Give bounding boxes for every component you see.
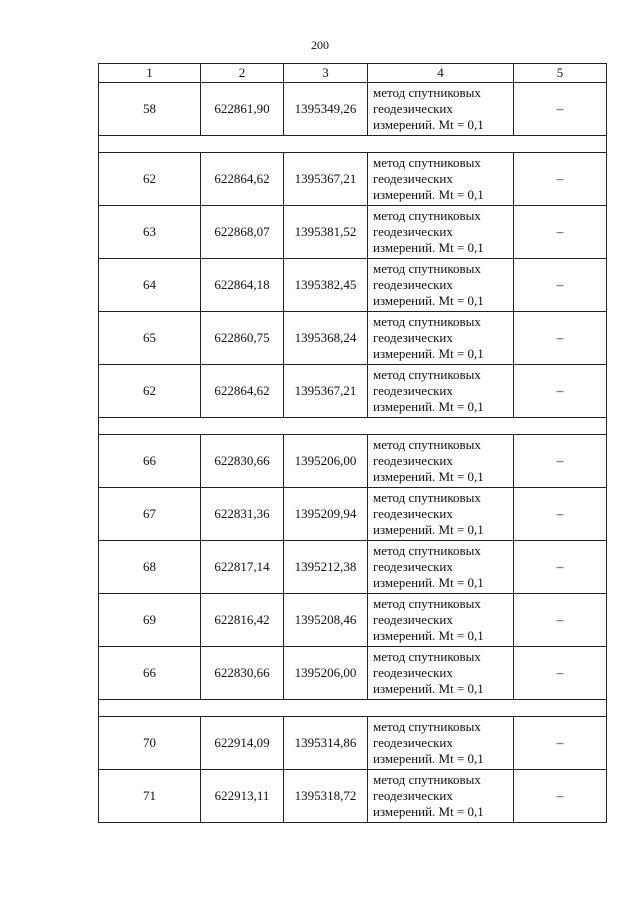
table-row xyxy=(99,312,607,365)
point-number-cell: 64 xyxy=(99,259,201,312)
x-coordinate-cell: 622864,18 xyxy=(201,259,284,312)
table-row xyxy=(99,83,607,136)
separator-cell xyxy=(99,700,607,717)
method-text-line: геодезических xyxy=(373,735,453,750)
note-cell: – xyxy=(514,312,607,365)
y-coordinate-cell: 1395318,72 xyxy=(284,770,368,823)
point-number-cell: 65 xyxy=(99,312,201,365)
point-number-cell: 70 xyxy=(99,717,201,770)
y-coordinate-cell: 1395208,46 xyxy=(284,594,368,647)
method-cell xyxy=(368,365,514,418)
note-cell: – xyxy=(514,647,607,700)
method-text-line: измерений. Mt = 0,1 xyxy=(373,681,484,696)
point-number-cell: 71 xyxy=(99,770,201,823)
method-text-line: метод спутниковых xyxy=(373,719,481,734)
column-header: 3 xyxy=(284,64,368,83)
y-coordinate-cell: 1395314,86 xyxy=(284,717,368,770)
method-text-line: геодезических xyxy=(373,453,453,468)
method-text-line: измерений. Mt = 0,1 xyxy=(373,522,484,537)
method-text-line: геодезических xyxy=(373,559,453,574)
point-number-cell: 62 xyxy=(99,153,201,206)
table-row xyxy=(99,365,607,418)
separator-cell xyxy=(99,418,607,435)
x-coordinate-cell: 622830,66 xyxy=(201,647,284,700)
table-row xyxy=(99,594,607,647)
note-cell: – xyxy=(514,153,607,206)
method-cell xyxy=(368,153,514,206)
table-header-row xyxy=(99,64,607,83)
method-text-line: метод спутниковых xyxy=(373,596,481,611)
method-cell xyxy=(368,594,514,647)
method-text-line: измерений. Mt = 0,1 xyxy=(373,117,484,132)
point-number-cell: 68 xyxy=(99,541,201,594)
method-text-line: метод спутниковых xyxy=(373,314,481,329)
method-cell xyxy=(368,541,514,594)
column-header: 1 xyxy=(99,64,201,83)
x-coordinate-cell: 622868,07 xyxy=(201,206,284,259)
method-cell xyxy=(368,259,514,312)
note-cell: – xyxy=(514,594,607,647)
method-text-line: метод спутниковых xyxy=(373,155,481,170)
method-text-line: метод спутниковых xyxy=(373,367,481,382)
note-cell: – xyxy=(514,206,607,259)
column-header: 2 xyxy=(201,64,284,83)
method-text-line: измерений. Mt = 0,1 xyxy=(373,628,484,643)
x-coordinate-cell: 622831,36 xyxy=(201,488,284,541)
note-cell: – xyxy=(514,83,607,136)
method-text-line: измерений. Mt = 0,1 xyxy=(373,346,484,361)
method-text-line: измерений. Mt = 0,1 xyxy=(373,240,484,255)
table-row xyxy=(99,259,607,312)
method-text-line: метод спутниковых xyxy=(373,85,481,100)
x-coordinate-cell: 622830,66 xyxy=(201,435,284,488)
table-body xyxy=(99,64,607,823)
method-text-line: геодезических xyxy=(373,330,453,345)
column-header: 4 xyxy=(368,64,514,83)
method-cell xyxy=(368,488,514,541)
table-row xyxy=(99,770,607,823)
separator-row xyxy=(99,418,607,435)
table-row xyxy=(99,435,607,488)
method-cell xyxy=(368,435,514,488)
method-cell xyxy=(368,312,514,365)
point-number-cell: 66 xyxy=(99,647,201,700)
y-coordinate-cell: 1395367,21 xyxy=(284,365,368,418)
method-cell xyxy=(368,717,514,770)
note-cell: – xyxy=(514,365,607,418)
method-text-line: геодезических xyxy=(373,612,453,627)
point-number-cell: 69 xyxy=(99,594,201,647)
y-coordinate-cell: 1395368,24 xyxy=(284,312,368,365)
note-cell: – xyxy=(514,488,607,541)
y-coordinate-cell: 1395349,26 xyxy=(284,83,368,136)
method-text-line: геодезических xyxy=(373,506,453,521)
y-coordinate-cell: 1395209,94 xyxy=(284,488,368,541)
table-row xyxy=(99,541,607,594)
table-row xyxy=(99,717,607,770)
method-cell xyxy=(368,83,514,136)
method-text-line: геодезических xyxy=(373,788,453,803)
method-text-line: измерений. Mt = 0,1 xyxy=(373,187,484,202)
method-text-line: метод спутниковых xyxy=(373,261,481,276)
x-coordinate-cell: 622817,14 xyxy=(201,541,284,594)
method-text-line: геодезических xyxy=(373,224,453,239)
method-cell xyxy=(368,770,514,823)
method-text-line: измерений. Mt = 0,1 xyxy=(373,804,484,819)
point-number-cell: 66 xyxy=(99,435,201,488)
y-coordinate-cell: 1395206,00 xyxy=(284,435,368,488)
method-text-line: метод спутниковых xyxy=(373,543,481,558)
x-coordinate-cell: 622913,11 xyxy=(201,770,284,823)
method-text-line: геодезических xyxy=(373,665,453,680)
point-number-cell: 67 xyxy=(99,488,201,541)
method-cell xyxy=(368,647,514,700)
x-coordinate-cell: 622864,62 xyxy=(201,153,284,206)
note-cell: – xyxy=(514,717,607,770)
y-coordinate-cell: 1395367,21 xyxy=(284,153,368,206)
separator-row xyxy=(99,700,607,717)
method-text-line: метод спутниковых xyxy=(373,208,481,223)
point-number-cell: 63 xyxy=(99,206,201,259)
method-text-line: измерений. Mt = 0,1 xyxy=(373,751,484,766)
y-coordinate-cell: 1395381,52 xyxy=(284,206,368,259)
point-number-cell: 58 xyxy=(99,83,201,136)
method-text-line: измерений. Mt = 0,1 xyxy=(373,575,484,590)
note-cell: – xyxy=(514,541,607,594)
x-coordinate-cell: 622816,42 xyxy=(201,594,284,647)
table-row xyxy=(99,488,607,541)
x-coordinate-cell: 622914,09 xyxy=(201,717,284,770)
y-coordinate-cell: 1395382,45 xyxy=(284,259,368,312)
method-text-line: геодезических xyxy=(373,383,453,398)
x-coordinate-cell: 622864,62 xyxy=(201,365,284,418)
separator-row xyxy=(99,136,607,153)
separator-cell xyxy=(99,136,607,153)
method-text-line: метод спутниковых xyxy=(373,772,481,787)
page-number: 200 xyxy=(311,38,329,52)
method-text-line: метод спутниковых xyxy=(373,649,481,664)
point-number-cell: 62 xyxy=(99,365,201,418)
y-coordinate-cell: 1395212,38 xyxy=(284,541,368,594)
note-cell: – xyxy=(514,259,607,312)
y-coordinate-cell: 1395206,00 xyxy=(284,647,368,700)
table-row xyxy=(99,153,607,206)
method-text-line: измерений. Mt = 0,1 xyxy=(373,293,484,308)
column-header: 5 xyxy=(514,64,607,83)
method-text-line: измерений. Mt = 0,1 xyxy=(373,469,484,484)
method-text-line: геодезических xyxy=(373,101,453,116)
method-text-line: метод спутниковых xyxy=(373,490,481,505)
method-text-line: геодезических xyxy=(373,171,453,186)
method-text-line: измерений. Mt = 0,1 xyxy=(373,399,484,414)
table-row xyxy=(99,206,607,259)
note-cell: – xyxy=(514,770,607,823)
table-row xyxy=(99,647,607,700)
method-cell xyxy=(368,206,514,259)
x-coordinate-cell: 622861,90 xyxy=(201,83,284,136)
method-text-line: метод спутниковых xyxy=(373,437,481,452)
method-text-line: геодезических xyxy=(373,277,453,292)
coordinates-table xyxy=(98,63,607,823)
x-coordinate-cell: 622860,75 xyxy=(201,312,284,365)
note-cell: – xyxy=(514,435,607,488)
